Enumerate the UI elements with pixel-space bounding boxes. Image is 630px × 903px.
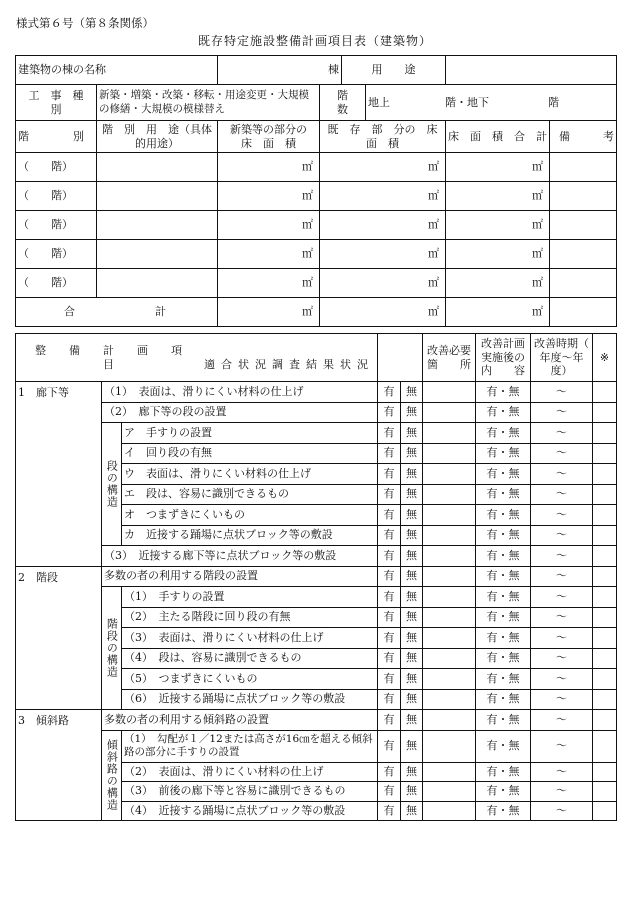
- table-row: [16, 423, 617, 444]
- existing-area-cell[interactable]: ㎡: [320, 153, 446, 182]
- needed-cell[interactable]: [423, 782, 476, 802]
- period-cell[interactable]: 〜: [531, 587, 593, 608]
- section-ramp: 3 傾斜路: [16, 710, 102, 821]
- no-option[interactable]: 無: [401, 382, 423, 403]
- use-label: 用 途: [342, 56, 446, 85]
- needed-cell[interactable]: [423, 423, 476, 444]
- section-corridor: 1 廊下等: [16, 382, 102, 567]
- use-cell[interactable]: [97, 153, 218, 182]
- remarks-cell[interactable]: [550, 153, 617, 182]
- period-cell[interactable]: 〜: [531, 546, 593, 567]
- remarks-cell[interactable]: [550, 269, 617, 298]
- grand-total-area-cell[interactable]: ㎡: [446, 298, 550, 327]
- item-label: （2） 廊下等の段の設置: [102, 402, 378, 423]
- no-option[interactable]: 無: [401, 484, 423, 505]
- note-cell[interactable]: [593, 443, 617, 464]
- floors-field[interactable]: [366, 85, 617, 121]
- item-label: （6） 近接する踊場に点状ブロック等の敷設: [122, 689, 378, 710]
- note-cell[interactable]: [593, 648, 617, 669]
- floor-cell[interactable]: （ 階）: [16, 240, 97, 269]
- yes-no-option[interactable]: 有・無: [476, 505, 531, 526]
- period-cell[interactable]: 〜: [531, 801, 593, 821]
- yes-no-option[interactable]: 有・無: [476, 402, 531, 423]
- item-label: （3） 近接する廊下等に点状ブロック等の敷設: [102, 546, 378, 567]
- note-cell[interactable]: [593, 546, 617, 567]
- yes-option[interactable]: 有: [378, 762, 401, 782]
- form-number: 様式第６号（第８条関係）: [16, 16, 154, 30]
- no-option[interactable]: 無: [401, 801, 423, 821]
- col-note-header: ※: [593, 334, 617, 382]
- period-cell[interactable]: 〜: [531, 464, 593, 485]
- yes-option[interactable]: 有: [378, 628, 401, 649]
- col-new-area-header: 新築等の部分の 床 面 積: [218, 121, 320, 153]
- note-cell[interactable]: [593, 382, 617, 403]
- yes-no-option[interactable]: 有・無: [476, 782, 531, 802]
- page-title: 既存特定施設整備計画項目表（建築物）: [197, 34, 432, 48]
- note-cell[interactable]: [593, 669, 617, 690]
- period-cell[interactable]: 〜: [531, 782, 593, 802]
- needed-cell[interactable]: [423, 525, 476, 546]
- new-area-cell[interactable]: ㎡: [218, 269, 320, 298]
- yes-no-option[interactable]: 有・無: [476, 607, 531, 628]
- period-cell[interactable]: 〜: [531, 648, 593, 669]
- use-cell[interactable]: [97, 211, 218, 240]
- yes-no-option[interactable]: 有・無: [476, 566, 531, 587]
- floor-cell[interactable]: （ 階）: [16, 153, 97, 182]
- item-label: エ 段は、容易に識別できるもの: [122, 484, 378, 505]
- table-row: [16, 153, 617, 182]
- yes-no-option[interactable]: 有・無: [476, 689, 531, 710]
- period-cell[interactable]: 〜: [531, 525, 593, 546]
- note-cell[interactable]: [593, 423, 617, 444]
- item-label: （1） 勾配が１／12または高さが16㎝を超える傾斜路の部分に手すりの設置: [122, 730, 378, 762]
- note-cell[interactable]: [593, 782, 617, 802]
- needed-cell[interactable]: [423, 484, 476, 505]
- no-option[interactable]: 無: [401, 782, 423, 802]
- total-area-cell[interactable]: ㎡: [446, 269, 550, 298]
- construction-type-options[interactable]: 新築・増築・改築・移転・用途変更・大規模の修繕・大規模の模様替え: [97, 85, 320, 121]
- needed-cell[interactable]: [423, 587, 476, 608]
- col-needed-header: 改善必要箇 所: [423, 334, 476, 382]
- period-cell[interactable]: 〜: [531, 710, 593, 731]
- item-label: （5） つまずきにくいもの: [122, 669, 378, 690]
- no-option[interactable]: 無: [401, 648, 423, 669]
- note-cell[interactable]: [593, 628, 617, 649]
- item-label: （2） 主たる階段に回り段の有無: [122, 607, 378, 628]
- item-label: （1） 手すりの設置: [122, 587, 378, 608]
- item-label: （2） 表面は、滑りにくい材料の仕上げ: [122, 762, 378, 782]
- basement-label: 階・地下: [445, 95, 489, 109]
- table-row: [16, 546, 617, 567]
- group-step-structure: 段の構造: [102, 423, 122, 546]
- note-cell[interactable]: [593, 710, 617, 731]
- yes-option[interactable]: 有: [378, 607, 401, 628]
- yes-option[interactable]: 有: [378, 801, 401, 821]
- note-cell[interactable]: [593, 762, 617, 782]
- table-row: [16, 269, 617, 298]
- no-option[interactable]: 無: [401, 505, 423, 526]
- item-label: （4） 段は、容易に識別できるもの: [122, 648, 378, 669]
- yes-no-option[interactable]: 有・無: [476, 628, 531, 649]
- needed-cell[interactable]: [423, 648, 476, 669]
- remarks-cell[interactable]: [550, 182, 617, 211]
- col-floor-header: 階 別: [16, 121, 97, 153]
- use-cell[interactable]: [97, 240, 218, 269]
- no-option[interactable]: 無: [401, 525, 423, 546]
- needed-cell[interactable]: [423, 762, 476, 782]
- needed-cell[interactable]: [423, 464, 476, 485]
- no-option[interactable]: 無: [401, 669, 423, 690]
- construction-type-label: 工 事 種 別: [16, 85, 97, 121]
- existing-area-cell[interactable]: ㎡: [320, 240, 446, 269]
- period-cell[interactable]: 〜: [531, 566, 593, 587]
- new-area-cell[interactable]: ㎡: [218, 240, 320, 269]
- total-area-cell[interactable]: ㎡: [446, 153, 550, 182]
- note-cell[interactable]: [593, 801, 617, 821]
- remarks-cell[interactable]: [550, 211, 617, 240]
- yes-option[interactable]: 有: [378, 505, 401, 526]
- building-name-label: 建築物の棟の名称: [16, 56, 218, 85]
- note-cell[interactable]: [593, 525, 617, 546]
- period-cell[interactable]: 〜: [531, 689, 593, 710]
- floor-cell[interactable]: （ 階）: [16, 211, 97, 240]
- yes-no-option[interactable]: 有・無: [476, 730, 531, 762]
- note-cell[interactable]: [593, 505, 617, 526]
- yes-option[interactable]: 有: [378, 382, 401, 403]
- yes-option[interactable]: 有: [378, 669, 401, 690]
- no-option[interactable]: 無: [401, 546, 423, 567]
- total-area-cell[interactable]: ㎡: [446, 240, 550, 269]
- use-cell[interactable]: [97, 269, 218, 298]
- no-option[interactable]: 無: [401, 464, 423, 485]
- table-row: [16, 240, 617, 269]
- no-option[interactable]: 無: [401, 607, 423, 628]
- total-new-area-cell[interactable]: ㎡: [218, 298, 320, 327]
- yes-no-option[interactable]: 有・無: [476, 762, 531, 782]
- yes-option[interactable]: 有: [378, 648, 401, 669]
- total-area-cell[interactable]: ㎡: [446, 211, 550, 240]
- floor-cell[interactable]: （ 階）: [16, 182, 97, 211]
- group-ramp-structure: 傾斜路の構造: [102, 730, 122, 821]
- table-row: [16, 566, 617, 587]
- floors-label: 階 数: [320, 85, 366, 121]
- building-name-field[interactable]: 棟: [218, 56, 342, 85]
- table-row: [16, 211, 617, 240]
- yes-option[interactable]: 有: [378, 587, 401, 608]
- yes-option[interactable]: 有: [378, 423, 401, 444]
- floor-cell[interactable]: （ 階）: [16, 269, 97, 298]
- needed-cell[interactable]: [423, 801, 476, 821]
- total-remarks-cell[interactable]: [550, 298, 617, 327]
- no-option[interactable]: 無: [401, 689, 423, 710]
- yes-no-option[interactable]: 有・無: [476, 423, 531, 444]
- yes-no-option[interactable]: 有・無: [476, 382, 531, 403]
- period-cell[interactable]: 〜: [531, 423, 593, 444]
- item-label: （4） 近接する踊場に点状ブロック等の敷設: [122, 801, 378, 821]
- needed-cell[interactable]: [423, 566, 476, 587]
- table-row: [16, 710, 617, 731]
- needed-cell[interactable]: [423, 607, 476, 628]
- use-cell[interactable]: [97, 182, 218, 211]
- building-info-table: [15, 55, 617, 327]
- remarks-cell[interactable]: [550, 240, 617, 269]
- col-existing-area-header: 既 存 部 分の 床 面 積: [320, 121, 446, 153]
- note-cell[interactable]: [593, 607, 617, 628]
- improvement-items-table: [15, 333, 617, 821]
- above-ground-label: 地上: [368, 95, 390, 109]
- yes-option[interactable]: 有: [378, 443, 401, 464]
- yes-no-option[interactable]: 有・無: [476, 464, 531, 485]
- yes-option[interactable]: 有: [378, 710, 401, 731]
- needed-cell[interactable]: [423, 443, 476, 464]
- item-label: カ 近接する踊場に点状ブロック等の敷設: [122, 525, 378, 546]
- no-option[interactable]: 無: [401, 587, 423, 608]
- item-label: （3） 表面は、滑りにくい材料の仕上げ: [122, 628, 378, 649]
- col-total-area-header: 床 面 積 合 計: [446, 121, 550, 153]
- needed-cell[interactable]: [423, 382, 476, 403]
- needed-cell[interactable]: [423, 689, 476, 710]
- col-remarks-header: 備 考: [550, 121, 617, 153]
- yes-no-option[interactable]: 有・無: [476, 801, 531, 821]
- yes-no-option[interactable]: 有・無: [476, 546, 531, 567]
- table-row: [16, 587, 617, 608]
- item-label: ア 手すりの設置: [122, 423, 378, 444]
- period-cell[interactable]: 〜: [531, 443, 593, 464]
- yes-option[interactable]: 有: [378, 525, 401, 546]
- total-row: [16, 298, 617, 327]
- section-stairs: 2 階段: [16, 566, 102, 710]
- needed-cell[interactable]: [423, 669, 476, 690]
- note-cell[interactable]: [593, 587, 617, 608]
- note-cell[interactable]: [593, 484, 617, 505]
- item-label: ウ 表面は、滑りにくい材料の仕上げ: [122, 464, 378, 485]
- use-field[interactable]: [446, 56, 617, 85]
- yes-no-option[interactable]: 有・無: [476, 484, 531, 505]
- no-option[interactable]: 無: [401, 566, 423, 587]
- no-option[interactable]: 無: [401, 443, 423, 464]
- yes-option[interactable]: 有: [378, 402, 401, 423]
- note-cell[interactable]: [593, 566, 617, 587]
- no-option[interactable]: 無: [401, 710, 423, 731]
- total-area-cell[interactable]: ㎡: [446, 182, 550, 211]
- new-area-cell[interactable]: ㎡: [218, 182, 320, 211]
- col-item-header: 整 備 計 画 項 目 適合状況調査結果状況: [16, 334, 378, 382]
- yes-option[interactable]: 有: [378, 689, 401, 710]
- yes-option[interactable]: 有: [378, 782, 401, 802]
- needed-cell[interactable]: [423, 505, 476, 526]
- col-use-header: 階 別 用 途（具体的用途）: [97, 121, 218, 153]
- table-row: [16, 402, 617, 423]
- existing-area-cell[interactable]: ㎡: [320, 211, 446, 240]
- item-label: オ つまずきにくいもの: [122, 505, 378, 526]
- item-label: 多数の者の利用する階段の設置: [102, 566, 378, 587]
- col-survey-header: [378, 334, 423, 382]
- no-option[interactable]: 無: [401, 402, 423, 423]
- new-area-cell[interactable]: ㎡: [218, 211, 320, 240]
- table-row: [16, 730, 617, 762]
- needed-cell[interactable]: [423, 730, 476, 762]
- yes-no-option[interactable]: 有・無: [476, 525, 531, 546]
- needed-cell[interactable]: [423, 628, 476, 649]
- total-label: 合 計: [16, 298, 218, 327]
- no-option[interactable]: 無: [401, 762, 423, 782]
- period-cell[interactable]: 〜: [531, 505, 593, 526]
- yes-option[interactable]: 有: [378, 730, 401, 762]
- needed-cell[interactable]: [423, 402, 476, 423]
- yes-option[interactable]: 有: [378, 546, 401, 567]
- item-label: （1） 表面は、滑りにくい材料の仕上げ: [102, 382, 378, 403]
- period-cell[interactable]: 〜: [531, 484, 593, 505]
- no-option[interactable]: 無: [401, 730, 423, 762]
- period-cell[interactable]: 〜: [531, 762, 593, 782]
- floor-end-label: 階: [548, 95, 559, 109]
- no-option[interactable]: 無: [401, 423, 423, 444]
- yes-no-option[interactable]: 有・無: [476, 710, 531, 731]
- period-cell[interactable]: 〜: [531, 402, 593, 423]
- note-cell[interactable]: [593, 402, 617, 423]
- yes-option[interactable]: 有: [378, 484, 401, 505]
- group-stair-structure: 階段の構造: [102, 587, 122, 710]
- yes-no-option[interactable]: 有・無: [476, 587, 531, 608]
- existing-area-cell[interactable]: ㎡: [320, 182, 446, 211]
- period-cell[interactable]: 〜: [531, 730, 593, 762]
- no-option[interactable]: 無: [401, 628, 423, 649]
- period-cell[interactable]: 〜: [531, 628, 593, 649]
- table-row: [16, 182, 617, 211]
- yes-no-option[interactable]: 有・無: [476, 648, 531, 669]
- item-label: 多数の者の利用する傾斜路の設置: [102, 710, 378, 731]
- yes-no-option[interactable]: 有・無: [476, 443, 531, 464]
- col-period-header: 改善時期（ 年度〜年度）: [531, 334, 593, 382]
- period-cell[interactable]: 〜: [531, 607, 593, 628]
- note-cell[interactable]: [593, 730, 617, 762]
- item-label: イ 回り段の有無: [122, 443, 378, 464]
- yes-no-option[interactable]: 有・無: [476, 669, 531, 690]
- table-row: [16, 382, 617, 403]
- new-area-cell[interactable]: ㎡: [218, 153, 320, 182]
- note-cell[interactable]: [593, 689, 617, 710]
- existing-area-cell[interactable]: ㎡: [320, 269, 446, 298]
- yes-option[interactable]: 有: [378, 464, 401, 485]
- total-existing-area-cell[interactable]: ㎡: [320, 298, 446, 327]
- note-cell[interactable]: [593, 464, 617, 485]
- period-cell[interactable]: 〜: [531, 669, 593, 690]
- yes-option[interactable]: 有: [378, 566, 401, 587]
- period-cell[interactable]: 〜: [531, 382, 593, 403]
- item-label: （3） 前後の廊下等と容易に識別できるもの: [122, 782, 378, 802]
- needed-cell[interactable]: [423, 546, 476, 567]
- col-after-header: 改善計画実施後の内 容: [476, 334, 531, 382]
- needed-cell[interactable]: [423, 710, 476, 731]
